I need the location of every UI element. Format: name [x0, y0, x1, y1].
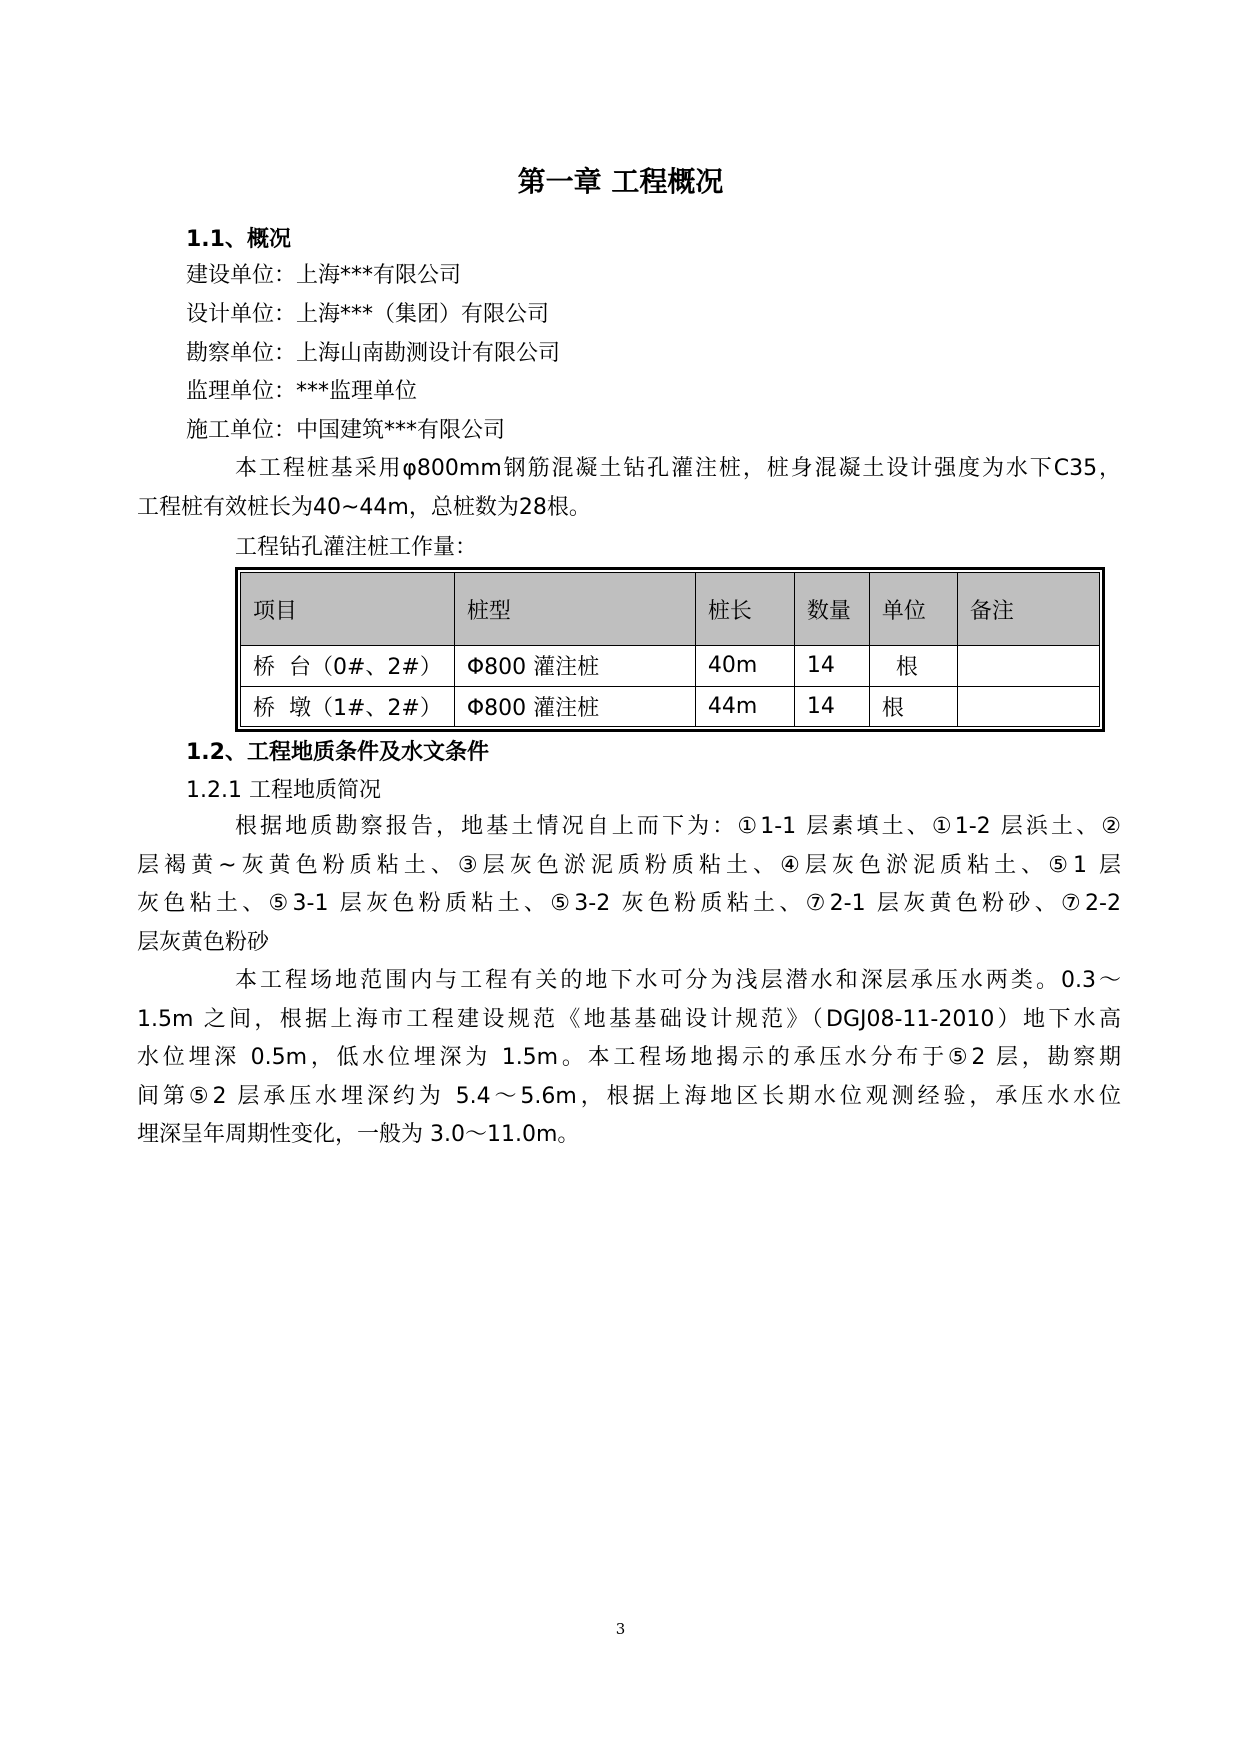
info-line-supervisor: 监理单位：***监理单位 [186, 379, 418, 404]
cell-remarks [957, 646, 1099, 687]
pile-workload-table [235, 567, 1105, 732]
paragraph-line: 工程桩有效桩长为40~44m，总桩数为28根。 [137, 494, 591, 520]
cell-pile-length: 44m [695, 686, 794, 727]
geology-paragraph [137, 808, 1121, 962]
paragraph-line: 灰色粘土、⑤3-1 层灰色粉质粘土、⑤3-2 灰色粉质粘土、⑦2-1 层灰黄色粉砂、⑦2-2 [137, 891, 1121, 916]
pile-overview-paragraph [137, 450, 1121, 527]
header-quantity: 数量 [794, 573, 869, 646]
cell-pile-length: 40m [695, 646, 794, 687]
paragraph-line: 层灰黄色粉砂 [137, 929, 270, 955]
cell-remarks [957, 686, 1099, 727]
section-heading-1-1: 1.1、概况 [186, 227, 291, 252]
header-item: 项目 [241, 573, 455, 646]
table-row [241, 646, 1100, 687]
chapter-title: 第一章 工程概况 [517, 165, 724, 198]
info-line-client: 建设单位：上海***有限公司 [186, 263, 462, 288]
paragraph-line: 水位埋深 0.5m，低水位埋深为 1.5m。本工程场地揭示的承压水分布于⑤2 层，勘察期 [137, 1045, 1121, 1070]
section-heading-1-2: 1.2、工程地质条件及水文条件 [186, 740, 489, 765]
cell-pile-type: Φ800 灌注桩 [454, 646, 695, 687]
cell-unit: 根 [869, 686, 957, 727]
paragraph-line: 埋深呈年周期性变化，一般为 3.0～11.0m。 [137, 1122, 580, 1147]
paragraph-line: 根据地质勘察报告，地基土情况自上而下为：①1-1 层素填土、①1-2 层浜土、② [235, 814, 1121, 839]
page-number: 3 [615, 1620, 626, 1638]
info-line-designer: 设计单位：上海***（集团）有限公司 [186, 302, 550, 327]
header-remarks: 备注 [957, 573, 1099, 646]
header-pile-length: 桩长 [695, 573, 794, 646]
table-row [241, 686, 1100, 727]
cell-pile-type: Φ800 灌注桩 [454, 686, 695, 727]
info-line-survey: 勘察单位：上海山南勘测设计有限公司 [186, 341, 561, 366]
header-unit: 单位 [869, 573, 957, 646]
paragraph-line: 层褐黄~灰黄色粉质粘土、③层灰色淤泥质粉质粘土、④层灰色淤泥质粘土、⑤1 层 [137, 852, 1121, 878]
paragraph-line: 本工程桩基采用φ800mm钢筋混凝土钻孔灌注桩，桩身混凝土设计强度为水下C35， [235, 456, 1121, 481]
cell-quantity: 14 [794, 646, 869, 687]
header-pile-type: 桩型 [454, 573, 695, 646]
cell-quantity: 14 [794, 686, 869, 727]
info-line-contractor: 施工单位：中国建筑***有限公司 [186, 418, 506, 443]
cell-item: 桥 台（0#、2#） [241, 646, 455, 687]
groundwater-paragraph [137, 962, 1121, 1155]
paragraph-line: 1.5m 之间，根据上海市工程建设规范《地基基础设计规范》（DGJ08-11-2010）地下水高 [137, 1006, 1121, 1032]
paragraph-line: 间第⑤2 层承压水埋深约为 5.4～5.6m，根据上海地区长期水位观测经验，承压水水位 [137, 1083, 1121, 1109]
cell-unit: 根 [869, 646, 957, 687]
table-header-row [241, 573, 1100, 646]
sub-heading-1-2-1: 1.2.1 工程地质简况 [186, 778, 381, 803]
paragraph-line: 本工程场地范围内与工程有关的地下水可分为浅层潜水和深层承压水两类。0.3～ [235, 968, 1121, 993]
cell-item: 桥 墩（1#、2#） [241, 686, 455, 727]
table-caption: 工程钻孔灌注桩工作量： [235, 535, 478, 560]
